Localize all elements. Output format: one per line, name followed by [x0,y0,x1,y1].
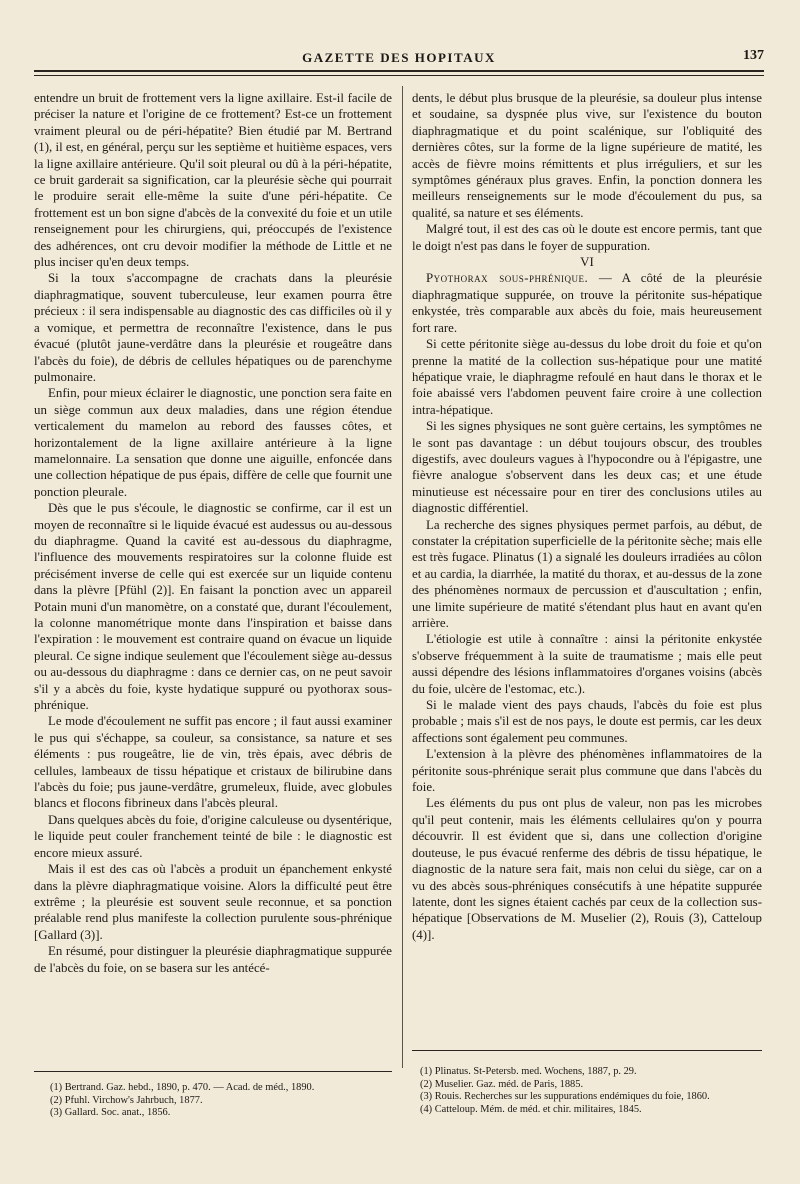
paragraph-text: — A côté de la pleurésie diaphragmatique suppurée, on trouve la péritonite sus-hépatique enkystée, très comparable aux abcès du foie, mais heureusement fort rare. [412,271,762,335]
footnote: (3) Gallard. Soc. anat., 1856. [50,1107,171,1119]
paragraph: Enfin, pour mieux éclairer le diagnostic, une ponction sera faite en un siège commun aux deux maladies, dans une région étendue verticalement du mamelon au rebord des fausses côtes, et horizontalement de la ligne axillaire antérieure à la ligne mamelonnaire. La sensation que donne une aiguille, enfoncée dans une collection hépatique de pus épais, diffère de celle que fournit une ponction pleurale. [34,386,392,499]
footnote: (1) Plinatus. St-Petersb. med. Wochens, 1887, p. 29. [420,1066,637,1077]
footnote: (2) Pfuhl. Virchow's Jahrbuch, 1877. [50,1094,203,1106]
paragraph: L'extension à la plèvre des phénomènes inflammatoires de la péritonite sous-phrénique serait plus commune que dans l'abcès du foie. [412,747,762,795]
paragraph: Si les signes physiques ne sont guère certains, les symptômes ne le sont pas davantage : un début toujours obscur, des troubles digestifs, avec douleurs vagues à l'hypocondre ou à l'épigastre, une fièvre analogue s'observent dans les deux cas; et une étude minutieuse est nécessaire pour en tirer des conclusions utiles au diagnostic différentiel. [412,419,762,516]
paragraph: Les éléments du pus ont plus de valeur, non pas les microbes qu'il peut contenir, mais les éléments cellulaires qu'on y pourra découvrir. Il est évident que si, dans une collection d'origine douteuse, le pus évacué renferme des débris de tissu hépatique, le diagnostic de la nature sera fait, mais non celui du siège, car on a vu des abcès sous-phréniques consécutifs à une hépatite suppurée latente, dont les signes étaient cachés par ceux de la collection sus-hépatique [Observations de M. Muselier (2), Rouis (3), Catteloup (4)]. [412,796,762,942]
paragraph: Si le malade vient des pays chauds, l'abcès du foie est plus probable ; mais s'il est de nos pays, le doute est permis, car les deux affections sont également peu communes. [412,698,762,745]
paragraph: Si cette péritonite siège au-dessus du lobe droit du foie et qu'on prenne la matité de la collection sus-hépatique pour une matité hépatique vraie, le diaphragme refoulé en haut dans le thorax et le foie abaissé vers l'abdomen peuvent faire croire à une collection intra-hépatique. [412,337,762,417]
paragraph [412,270,762,336]
section-lead: Pyothorax sous-phrénique. [426,271,589,286]
paragraph: dents, le début plus brusque de la pleurésie, sa douleur plus intense et soudaine, sa dyspnée plus vive, sur l'existence du bouton diaphragmatique et du point scalénique, sur l'obliquité des dernières côtes, sur la forme de la ligne supérieure de matité, les accès de fièvre moins rémittents et plus irréguliers, et sur les symptômes généraux plus graves. Enfin, la ponction donnera les meilleurs renseignements sur le mode d'écoulement du pus, sa qualité, sa nature et ses éléments. [412,91,762,220]
left-column [34,90,392,976]
footnote-rule [412,1050,762,1051]
right-column [412,90,762,943]
running-title: GAZETTE DES HOPITAUX [302,50,496,65]
paragraph: Malgré tout, il est des cas où le doute est encore permis, tant que le doigt n'est pas dans le foyer de suppuration. [412,222,762,253]
footnote: (3) Rouis. Recherches sur les suppurations endémiques du foie, 1860. [420,1091,710,1103]
paragraph: En résumé, pour distinguer la pleurésie diaphragmatique suppurée de l'abcès du foie, on se basera sur les antécé- [34,944,392,975]
footnotes-right [420,1066,760,1116]
paragraph: Le mode d'écoulement ne suffit pas encore ; il faut aussi examiner le pus qui s'échappe, sa couleur, sa consistance, sa nature et ses éléments : pus rougeâtre, lie de vin, très épais, avec débris de cellules, lambeaux de tissu hépatique et cristaux de bilirubine dans l'abcès du foie; pus jaune-verdâtre, grumeleux, fluide, avec globules blancs et flocons fibrineux dans l'abcès pleural. [34,714,392,811]
paragraph: Si la toux s'accompagne de crachats dans la pleurésie diaphragmatique, souvent tuberculeuse, leur examen pourra être précieux : il sera indispensable au diagnostic des cas difficiles où il y a vomique, et permettra de reconnaître l'existence, dans le pus évacué (plutôt jaune-verdâtre dans la pleurésie et rougeâtre dans l'abcès du foie), de débris de cellules hépatiques ou de parenchyme pulmonaire. [34,271,392,384]
footnote: (1) Bertrand. Gaz. hebd., 1890, p. 470. — Acad. de méd., 1890. [50,1082,315,1093]
footnotes-left [50,1082,390,1120]
paragraph: entendre un bruit de frottement vers la ligne axillaire. Est-il facile de préciser la nature et l'origine de ce frottement? Est-ce un frottement vraiment pleural ou de péri-hépatite? Bien étudié par M. Bertrand (1), il est, en général, perçu sur les septième et huitième espaces, vers la ligne axillaire antérieure. Qu'il soit pleural ou dû à la péri-hépatite, ce bruit garderait sa signification, car la pleurésie sèche qui pourrait le produire serait elle-même la suite d'une péri-hépatite. Ce frottement est un bon signe d'abcès de la convexité du foie et un utile renseignement pour les chirurgiens, qui, préoccupés de l'existence des adhérences, ont cru devoir modifier la méthode de Little et ne plus inciser qu'en deux temps. [34,91,392,270]
section-number: VI [580,254,594,270]
paragraph: Mais il est des cas où l'abcès a produit un épanchement enkysté dans la plèvre diaphragmatique voisine. Alors la difficulté peut être extrême ; la pleurésie est souvent seule reconnue, et sa ponction préalable rend plus manifeste la collection purulente sous-phrénique [Gallard (3)]. [34,862,392,942]
column-divider [402,86,403,1068]
footnote: (2) Muselier. Gaz. méd. de Paris, 1885. [420,1078,584,1090]
footnote-rule [34,1071,392,1072]
paragraph: Dès que le pus s'écoule, le diagnostic se confirme, car il est un moyen de reconnaître si le liquide évacué est audessus ou au-dessous du diaphragme. Quand la cavité est au-dessous du diaphragme, l'influence des mouvements respiratoires sur la colonne fluide est précisément inverse de celle qui est exercée sur un liquide contenu dans la plèvre [Pfühl (2)]. En faisant la ponction avec un appareil Potain muni d'un manomètre, on a constaté que, durant l'écoulement, la colonne manométrique monte dans l'inspiration et baisse dans l'expiration : le mouvement est contraire quand on évacue un liquide pleural. Ce signe indique seulement que l'écoulement siège au-dessus ou au-dessous du diaphragme : dans ce dernier cas, on ne peut savoir s'il y a abcès du foie, kyste hydatique suppuré ou pyothorax sous-phrénique. [34,501,392,713]
page-number: 137 [743,48,764,63]
footnote: (4) Catteloup. Mém. de méd. et chir. militaires, 1845. [420,1103,642,1115]
header-rule-thin [34,75,764,76]
paragraph: La recherche des signes physiques permet parfois, au début, de constater la crépitation superficielle de la péritonite sèche; mais elle est très fugace. Plinatus (1) a signalé les douleurs irradiées au côlon et au cardia, la diarrhée, la matité du thorax, et au-dessus de la zone des phénomènes normaux de percussion et d'auscultation ; enfin, une limite supérieure de matité s'étendant plus haut en avant qu'en arrière. [412,517,762,630]
page-header [34,44,764,70]
paragraph: Dans quelques abcès du foie, d'origine calculeuse ou dysentérique, le liquide peut couler franchement teinté de bile : le diagnostic est encore mieux assuré. [34,812,392,860]
header-rule [34,70,764,72]
paragraph: L'étiologie est utile à connaître : ainsi la péritonite enkystée s'observe fréquemment à la suite de traumatisme ; mais elle peut aussi dépendre des lésions inflammatoires d'organes voisins (abcès du foie, ulcère de l'estomac, etc.). [412,632,762,696]
